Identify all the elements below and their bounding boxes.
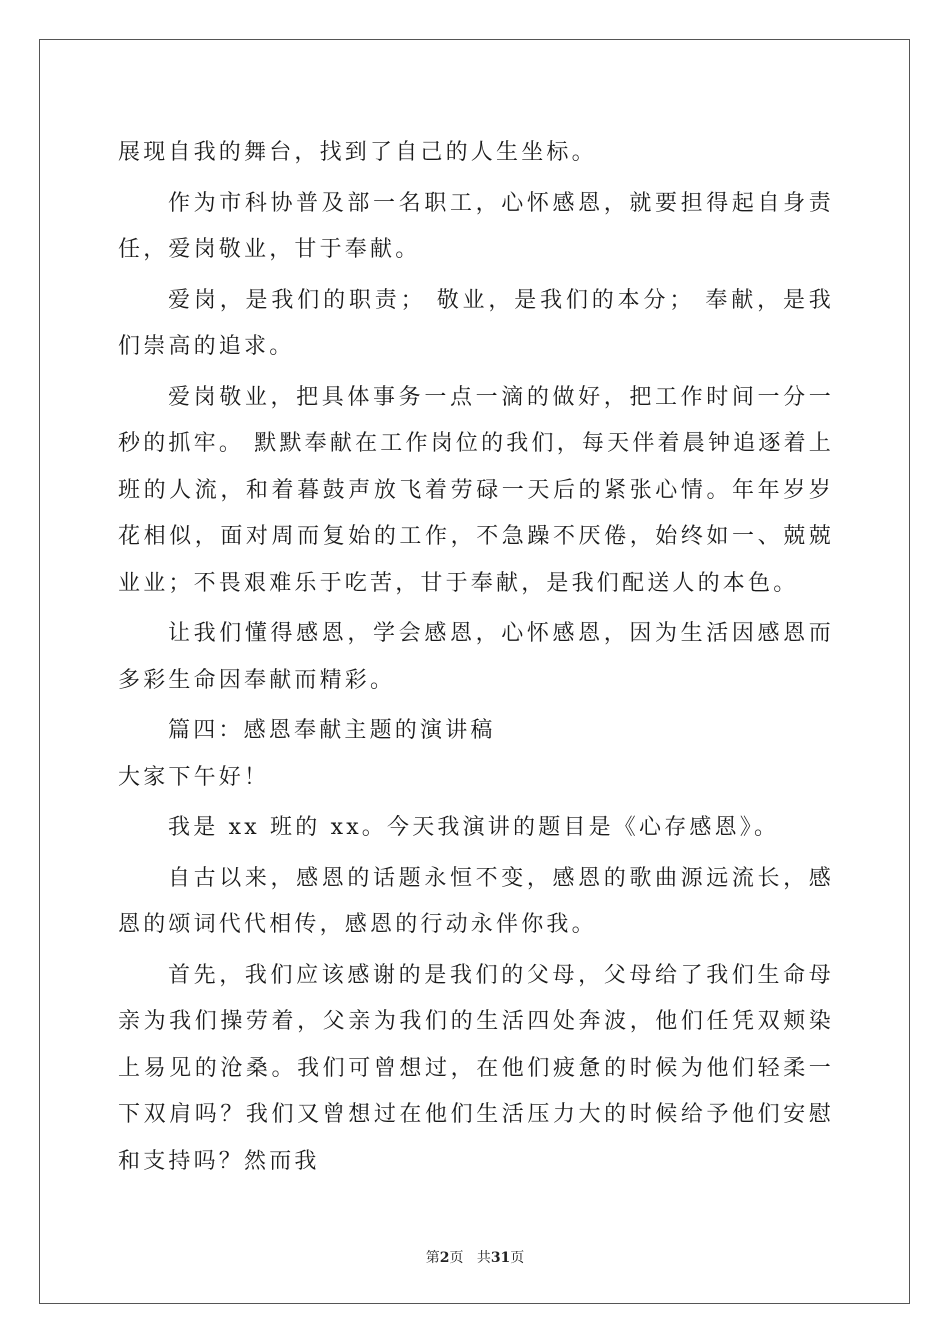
total-suffix: 页: [510, 1250, 525, 1266]
page-number: 2: [439, 1250, 450, 1266]
section-heading: 篇四：感恩奉献主题的演讲稿: [168, 718, 496, 743]
paragraph-9: 自古以来，感恩的话题永恒不变，感恩的歌曲源远流长，感恩的颂词代代相传，感恩的行动永伴你我。: [118, 865, 834, 937]
paragraph-3: 爱岗，是我们的职责； 敬业，是我们的本分； 奉献，是我们崇高的追求。: [118, 287, 834, 359]
document-body: [118, 130, 834, 1185]
paragraph-4: 爱岗敬业，把具体事务一点一滴的做好，把工作时间一分一秒的抓牢。 默默奉献在工作岗位的我们，每天伴着晨钟追逐着上班的人流，和着暮鼓声放飞着劳碌一天后的紧张心情。年年岁岁花相似，面对周而复始的工作，不急躁不厌倦，始终如一、兢兢业业；不畏艰难乐于吃苦，甘于奉献，是我们配送人的本色。: [118, 384, 834, 596]
greeting: 大家下午好！: [118, 764, 270, 790]
total-prefix: 共: [476, 1250, 491, 1266]
page-prefix: 第: [425, 1250, 440, 1266]
paragraph-1: 展现自我的舞台，找到了自己的人生坐标。: [118, 140, 597, 165]
paragraph-5: 让我们懂得感恩，学会感恩，心怀感恩，因为生活因感恩而多彩生命因奉献而精彩。: [118, 621, 834, 693]
page-suffix: 页: [449, 1250, 464, 1266]
paragraph-2: 作为市科协普及部一名职工，心怀感恩，就要担得起自身责任，爱岗敬业，甘于奉献。: [118, 190, 834, 262]
paragraph-10: 首先，我们应该感谢的是我们的父母，父母给了我们生命母亲为我们操劳着，父亲为我们的生活四处奔波，他们任凭双颊染上易见的沧桑。我们可曾想过，在他们疲惫的时候为他们轻柔一下双肩吗？我们又曾想过在他们生活压力大的时候给予他们安慰和支持吗？然而我: [118, 962, 834, 1174]
page-footer: [0, 1247, 950, 1267]
paragraph-8: 我是 xx 班的 xx。今天我演讲的题目是《心存感恩》。: [168, 815, 780, 840]
total-pages: 31: [490, 1250, 511, 1266]
